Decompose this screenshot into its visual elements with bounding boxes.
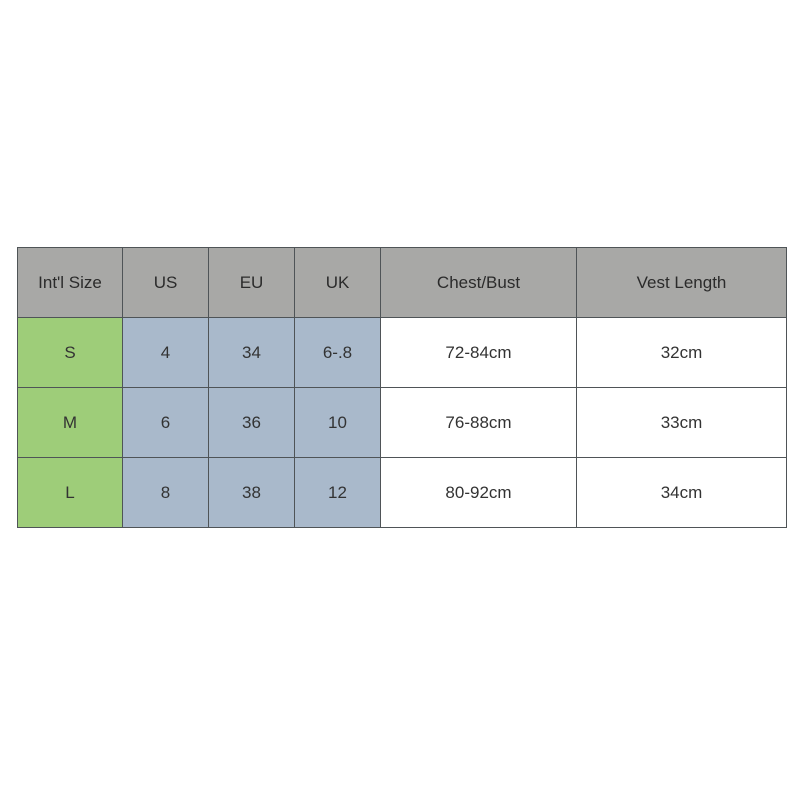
cell-chest-bust: 76-88cm	[381, 388, 577, 458]
table-row	[18, 458, 787, 528]
cell-eu: 34	[209, 318, 295, 388]
cell-chest-bust: 80-92cm	[381, 458, 577, 528]
header-eu: EU	[209, 248, 295, 318]
table-row	[18, 388, 787, 458]
header-chest-bust: Chest/Bust	[381, 248, 577, 318]
cell-uk: 12	[295, 458, 381, 528]
cell-chest-bust: 72-84cm	[381, 318, 577, 388]
cell-intl-size: M	[18, 388, 123, 458]
cell-eu: 36	[209, 388, 295, 458]
cell-uk: 10	[295, 388, 381, 458]
cell-us: 4	[123, 318, 209, 388]
cell-vest-length: 34cm	[577, 458, 787, 528]
header-us: US	[123, 248, 209, 318]
cell-vest-length: 32cm	[577, 318, 787, 388]
table-row	[18, 318, 787, 388]
size-chart-table	[17, 247, 787, 528]
cell-intl-size: S	[18, 318, 123, 388]
cell-vest-length: 33cm	[577, 388, 787, 458]
header-row	[18, 248, 787, 318]
cell-uk: 6-.8	[295, 318, 381, 388]
cell-intl-size: L	[18, 458, 123, 528]
header-intl-size: Int'l Size	[18, 248, 123, 318]
cell-us: 6	[123, 388, 209, 458]
cell-us: 8	[123, 458, 209, 528]
header-vest-length: Vest Length	[577, 248, 787, 318]
cell-eu: 38	[209, 458, 295, 528]
header-uk: UK	[295, 248, 381, 318]
